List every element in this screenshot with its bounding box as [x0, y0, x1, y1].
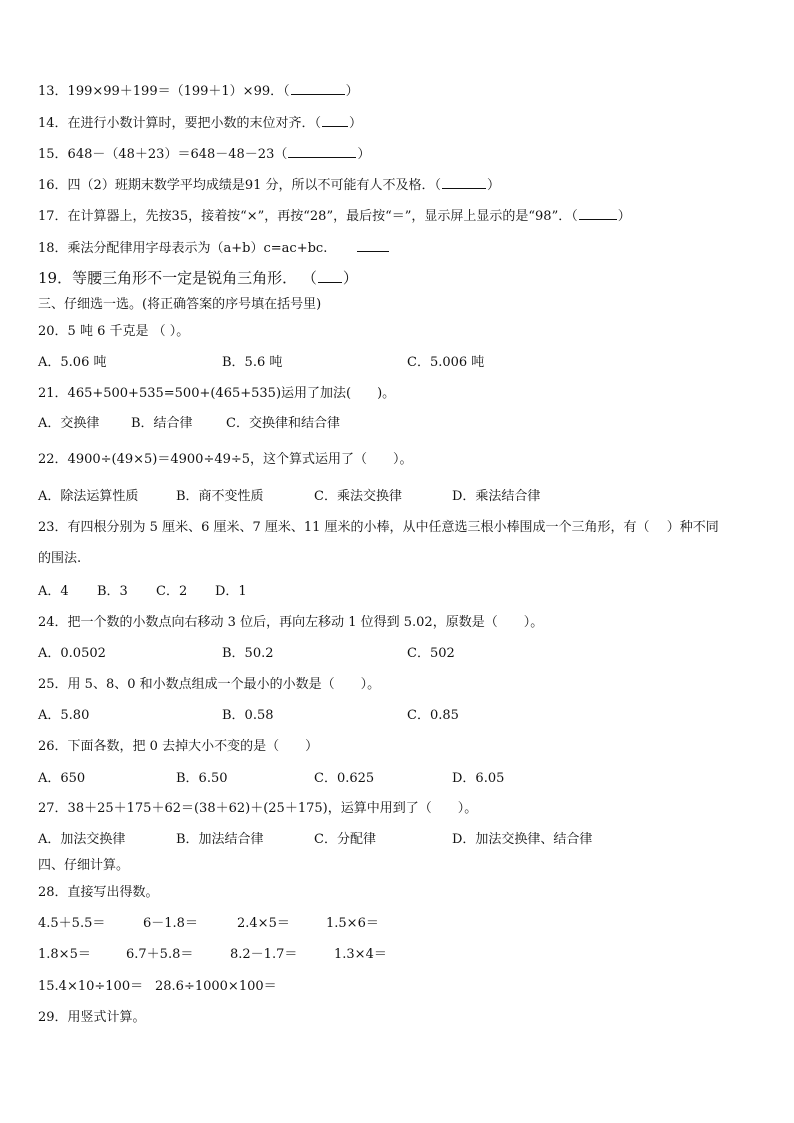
question-23-line-2: 的围法.: [38, 551, 82, 566]
option-b[interactable]: B．0.58: [222, 708, 274, 723]
q14-close: ）: [349, 116, 363, 131]
option-c[interactable]: C．交换律和结合律: [226, 416, 340, 431]
question-24: 24．把一个数的小数点向右移动 3 位后，再向左移动 1 位得到 5.02，原数是（ ）。: [38, 615, 544, 630]
option-a[interactable]: A．除法运算性质: [38, 489, 139, 504]
answer-blank[interactable]: [442, 176, 486, 189]
option-d[interactable]: D．6.05: [452, 771, 505, 786]
option-b[interactable]: B．结合律: [131, 416, 193, 431]
option-a[interactable]: A．5.06 吨: [38, 355, 107, 370]
option-b[interactable]: B．5.6 吨: [222, 355, 283, 370]
q16-close: ）: [487, 178, 501, 193]
option-a[interactable]: A．加法交换律: [38, 832, 126, 847]
question-15: [38, 145, 370, 164]
q16-text: 16．四（2）班期末数学平均成绩是91 分，所以不可能有人不及格．（: [38, 178, 441, 193]
option-c[interactable]: C．2: [156, 584, 188, 599]
question-28: 28．直接写出得数。: [38, 885, 159, 900]
question-25: 25．用 5、8、0 和小数点组成一个最小的小数是（ ）。: [38, 677, 381, 692]
calc-item: 6－1.8＝: [143, 916, 198, 931]
calc-item: 1.8×5＝: [38, 947, 91, 962]
option-a[interactable]: A．0.0502: [38, 646, 106, 661]
option-b[interactable]: B．3: [97, 584, 128, 599]
answer-blank[interactable]: [318, 270, 342, 283]
question-20: 20．5 吨 6 千克是 （ ）。: [38, 324, 190, 339]
option-c[interactable]: C．5.006 吨: [407, 355, 485, 370]
q15-close: ）: [357, 147, 371, 162]
question-18: [38, 239, 390, 258]
question-27: 27．38＋25＋175＋62＝(38＋62)＋(25＋175)，运算中用到了（ ）。: [38, 801, 478, 816]
q13-text: 13．199×99＋199＝（199＋1）×99．（: [38, 84, 290, 99]
calc-item: 1.3×4＝: [334, 947, 387, 962]
option-c[interactable]: C．乘法交换律: [314, 489, 402, 504]
q19-text: 19．等腰三角形不一定是锐角三角形． （: [38, 269, 317, 287]
q13-close: ）: [345, 84, 359, 99]
option-a[interactable]: A．4: [38, 584, 69, 599]
q19-close: ）: [342, 269, 358, 287]
question-22: 22．4900÷(49×5)＝4900÷49÷5，这个算式运用了（ ）。: [38, 452, 413, 467]
q14-text: 14．在进行小数计算时，要把小数的末位对齐．（: [38, 116, 322, 131]
calc-item: 4.5＋5.5＝: [38, 916, 106, 931]
question-23-line-1: 23．有四根分别为 5 厘米、6 厘米、7 厘米、11 厘米的小棒，从中任意选三根小棒围成一个三角形，有（ ）种不同: [38, 520, 719, 535]
question-26: 26．下面各数，把 0 去掉大小不变的是（ ）: [38, 739, 319, 754]
option-d[interactable]: D．加法交换律、结合律: [452, 832, 593, 847]
section-heading-3: 三、仔细选一选。(将正确答案的序号填在括号里): [38, 297, 322, 312]
answer-blank[interactable]: [579, 207, 617, 220]
answer-blank[interactable]: [291, 82, 345, 95]
option-b[interactable]: B．50.2: [222, 646, 274, 661]
option-b[interactable]: B．6.50: [176, 771, 228, 786]
option-c[interactable]: C．0.625: [314, 771, 375, 786]
option-a[interactable]: A．5.80: [38, 708, 90, 723]
q17-text: 17．在计算器上，先按35，接着按“×”，再按“28”，最后按“＝”，显示屏上显示的是“98”．（: [38, 209, 578, 224]
answer-blank[interactable]: [357, 239, 389, 252]
question-19: [38, 269, 358, 287]
calc-item: 6.7＋5.8＝: [126, 947, 194, 962]
question-17: [38, 207, 631, 226]
calc-item: 2.4×5＝: [237, 916, 290, 931]
question-21: 21．465+500+535=500+(465+535)运用了加法( )。: [38, 386, 396, 401]
calc-item: 15.4×10÷100＝: [38, 979, 144, 994]
question-14: [38, 114, 362, 133]
calc-item: 1.5×6＝: [326, 916, 379, 931]
question-13: [38, 82, 359, 101]
option-b[interactable]: B．加法结合律: [176, 832, 264, 847]
option-c[interactable]: C．502: [407, 646, 455, 661]
section-heading-4: 四、仔细计算。: [38, 858, 130, 873]
option-c[interactable]: C．分配律: [314, 832, 376, 847]
calc-item: 28.6÷1000×100＝: [155, 979, 277, 994]
q15-text: 15．648－（48＋23）＝648－48－23（: [38, 147, 288, 162]
option-b[interactable]: B．商不变性质: [176, 489, 264, 504]
calc-item: 8.2－1.7＝: [230, 947, 298, 962]
option-d[interactable]: D．1: [215, 584, 247, 599]
q17-close: ）: [617, 209, 631, 224]
option-a[interactable]: A．650: [38, 771, 86, 786]
question-29: 29．用竖式计算。: [38, 1010, 146, 1025]
answer-blank[interactable]: [322, 114, 348, 127]
option-d[interactable]: D．乘法结合律: [452, 489, 541, 504]
question-16: [38, 176, 500, 195]
q18-text: 18．乘法分配律用字母表示为（a+b）c=ac+bc.: [38, 241, 328, 256]
answer-blank[interactable]: [288, 145, 356, 158]
option-c[interactable]: C．0.85: [407, 708, 459, 723]
option-a[interactable]: A．交换律: [38, 416, 100, 431]
